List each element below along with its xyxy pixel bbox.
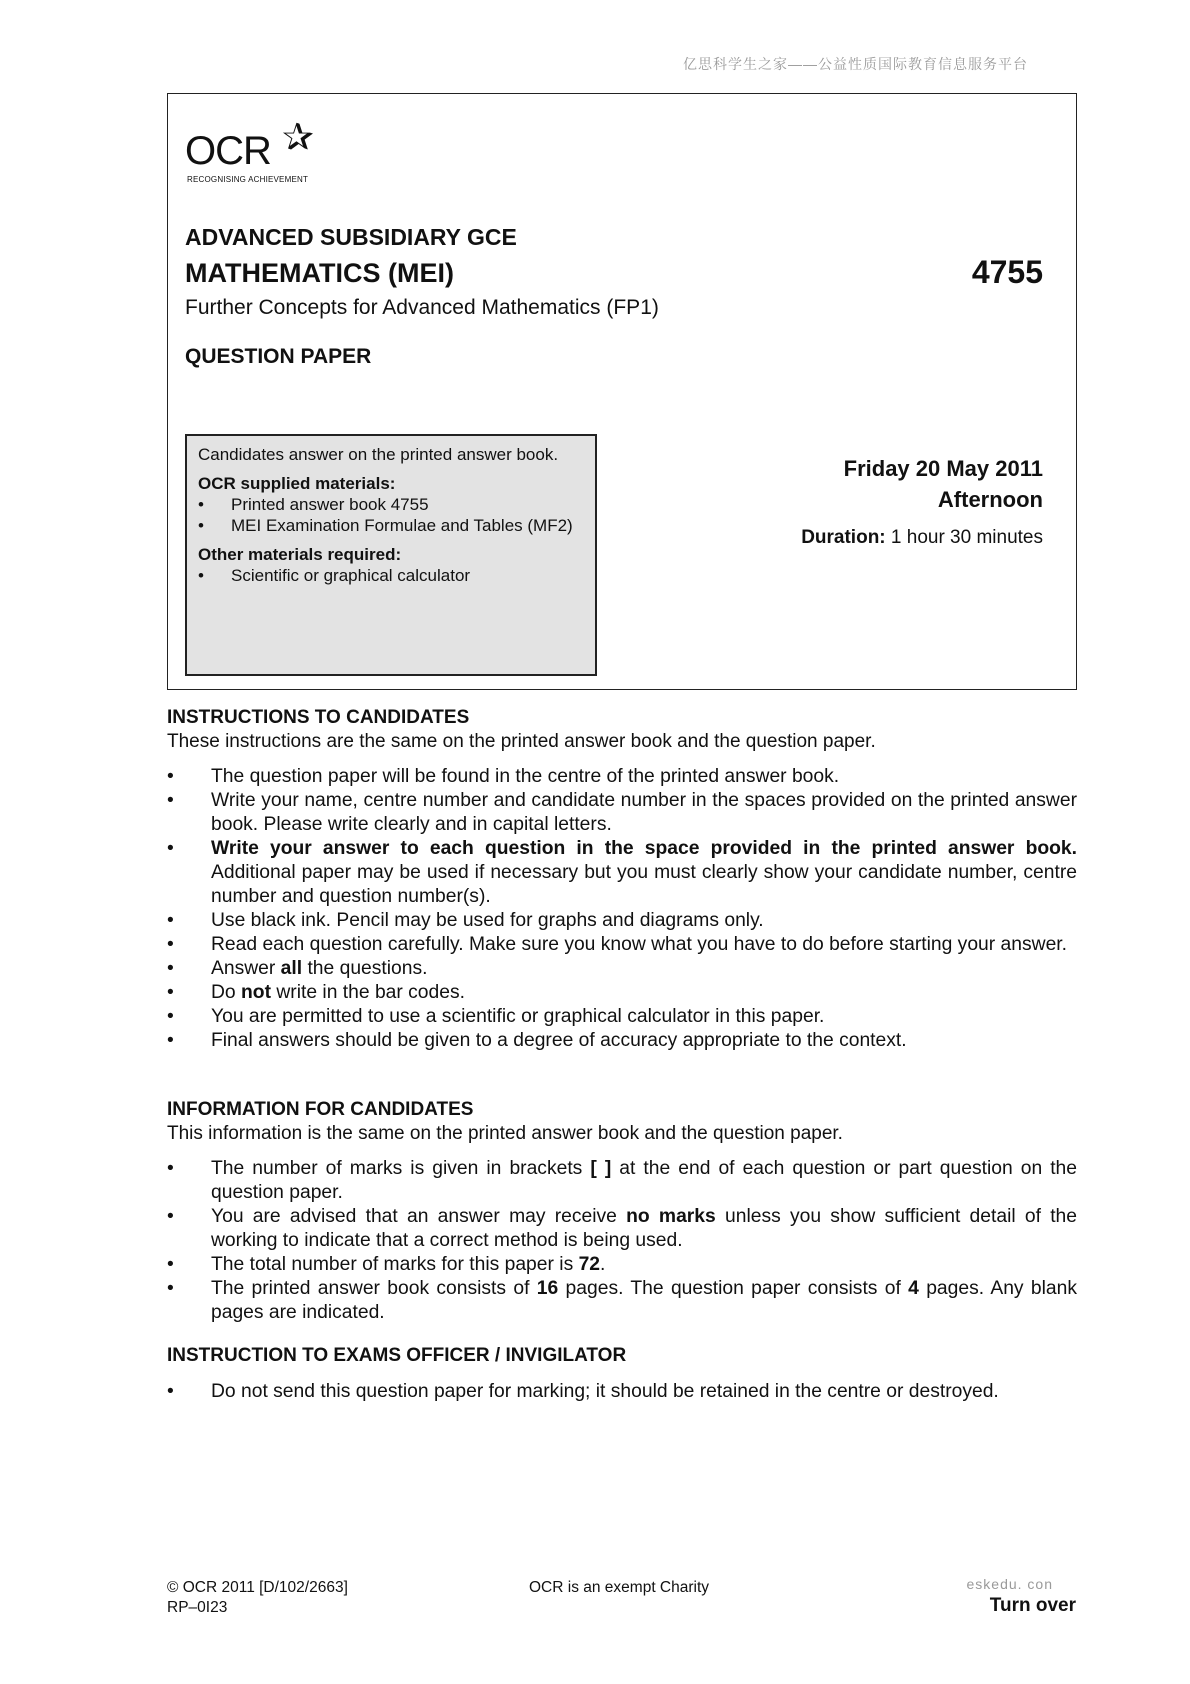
list-item-text: Do not write in the bar codes. (211, 982, 465, 1003)
watermark-bottom: eskedu. con (966, 1576, 1053, 1592)
list-item (167, 981, 1077, 1005)
list-item-text: Answer all the questions. (211, 958, 428, 979)
turn-over: Turn over (989, 1595, 1076, 1616)
list-item (167, 1157, 1077, 1205)
instructions-list (167, 765, 1077, 1053)
bullet-icon: • (167, 934, 174, 955)
copyright: © OCR 2011 [D/102/2663] (167, 1579, 348, 1596)
other-materials-heading: Other materials required: (198, 545, 402, 564)
bullet-icon: • (167, 1254, 174, 1275)
list-item (167, 1380, 1077, 1404)
exam-date: Friday 20 May 2011 (843, 456, 1043, 481)
list-item-text: Final answers should be given to a degree of accuracy appropriate to the context. (211, 1030, 907, 1051)
list-item (167, 1277, 1077, 1325)
bullet-icon: • (167, 1206, 174, 1227)
reference-code: RP–0I23 (167, 1599, 228, 1616)
officer-list (167, 1380, 1077, 1404)
materials-intro: Candidates answer on the printed answer book. (198, 445, 559, 464)
list-item: • Scientific or graphical calculator (198, 566, 471, 585)
list-item (167, 1029, 1077, 1053)
list-item (167, 789, 1077, 837)
list-item-text: Write your name, centre number and candidate number in the spaces provided on the printed answer book. Please write clearly and in capital letters. (211, 790, 1077, 835)
logo-wordmark: OCR (185, 129, 271, 173)
watermark-top: 亿思科学生之家——公益性质国际教育信息服务平台 (683, 56, 1028, 72)
list-item (167, 909, 1077, 933)
list-item-text: Read each question carefully. Make sure you know what you have to do before starting your answer. (211, 934, 1067, 955)
list-item-text: You are advised that an answer may receive no marks unless you show sufficient detail of the working to indicate that a correct method is being used. (211, 1206, 1078, 1251)
information-list (167, 1157, 1077, 1325)
charity-note: OCR is an exempt Charity (529, 1579, 710, 1596)
bullet-icon: • (167, 790, 174, 811)
bullet-icon: • (167, 1030, 174, 1051)
list-item: • Printed answer book 4755 (198, 495, 429, 514)
list-item (167, 1205, 1077, 1253)
list-item-text: The number of marks is given in brackets [ ] at the end of each question or part question on the question paper. (211, 1158, 1078, 1203)
supplied-materials-heading: OCR supplied materials: (198, 474, 396, 493)
list-item (167, 837, 1077, 909)
list-item (167, 933, 1077, 957)
bullet-icon: • (167, 766, 174, 787)
bullet-icon: • (167, 838, 174, 859)
subject-title: MATHEMATICS (MEI) (185, 258, 454, 288)
unit-title: Further Concepts for Advanced Mathematics (FP1) (185, 296, 659, 319)
list-item-text: Do not send this question paper for marking; it should be retained in the centre or destroyed. (211, 1381, 999, 1402)
session-block (801, 453, 1043, 549)
logo-tagline: RECOGNISING ACHIEVEMENT (187, 175, 309, 184)
exam-session: Afternoon (937, 487, 1043, 512)
list-item: • MEI Examination Formulae and Tables (MF2) (198, 516, 573, 535)
bullet-icon: • (167, 1006, 174, 1027)
officer-heading: INSTRUCTION TO EXAMS OFFICER / INVIGILATOR (167, 1345, 627, 1366)
list-item-text: The question paper will be found in the centre of the printed answer book. (211, 766, 840, 787)
list-item-text: The printed answer book consists of 16 pages. The question paper consists of 4 pages. Any blank pages are indicated. (211, 1278, 1077, 1323)
list-item (167, 765, 1077, 789)
paper-code: 4755 (971, 254, 1043, 290)
list-item-text: You are permitted to use a scientific or graphical calculator in this paper. (211, 1006, 825, 1027)
bullet-icon: • (167, 910, 174, 931)
bullet-icon: • (167, 958, 174, 979)
paper-type: QUESTION PAPER (185, 345, 372, 368)
list-item-text: Use black ink. Pencil may be used for graphs and diagrams only. (211, 910, 764, 931)
list-item-text: Write your answer to each question in the space provided in the printed answer book. Additional paper may be used if necessary but you must clearly show your candidate number, centre number and question number(s). (211, 838, 1077, 907)
footer-left (167, 1578, 348, 1618)
ocr-logo (185, 115, 345, 187)
information-intro: This information is the same on the printed answer book and the question paper. (167, 1123, 843, 1144)
instructions-intro: These instructions are the same on the printed answer book and the question paper. (167, 731, 876, 752)
list-item (167, 957, 1077, 981)
exam-duration: Duration: 1 hour 30 minutes (801, 527, 1043, 548)
list-item-text: The total number of marks for this paper is 72. (211, 1254, 606, 1275)
qualification-level: ADVANCED SUBSIDIARY GCE (185, 224, 517, 250)
bullet-icon: • (167, 982, 174, 1003)
instructions-heading: INSTRUCTIONS TO CANDIDATES (167, 707, 470, 728)
logo-star-icon: ✰ (282, 117, 314, 159)
materials-box (185, 434, 597, 676)
bullet-icon: • (167, 1278, 174, 1299)
list-item (167, 1005, 1077, 1029)
bullet-icon: • (167, 1158, 174, 1179)
information-heading: INFORMATION FOR CANDIDATES (167, 1099, 474, 1120)
bullet-icon: • (167, 1381, 174, 1402)
list-item (167, 1253, 1077, 1277)
